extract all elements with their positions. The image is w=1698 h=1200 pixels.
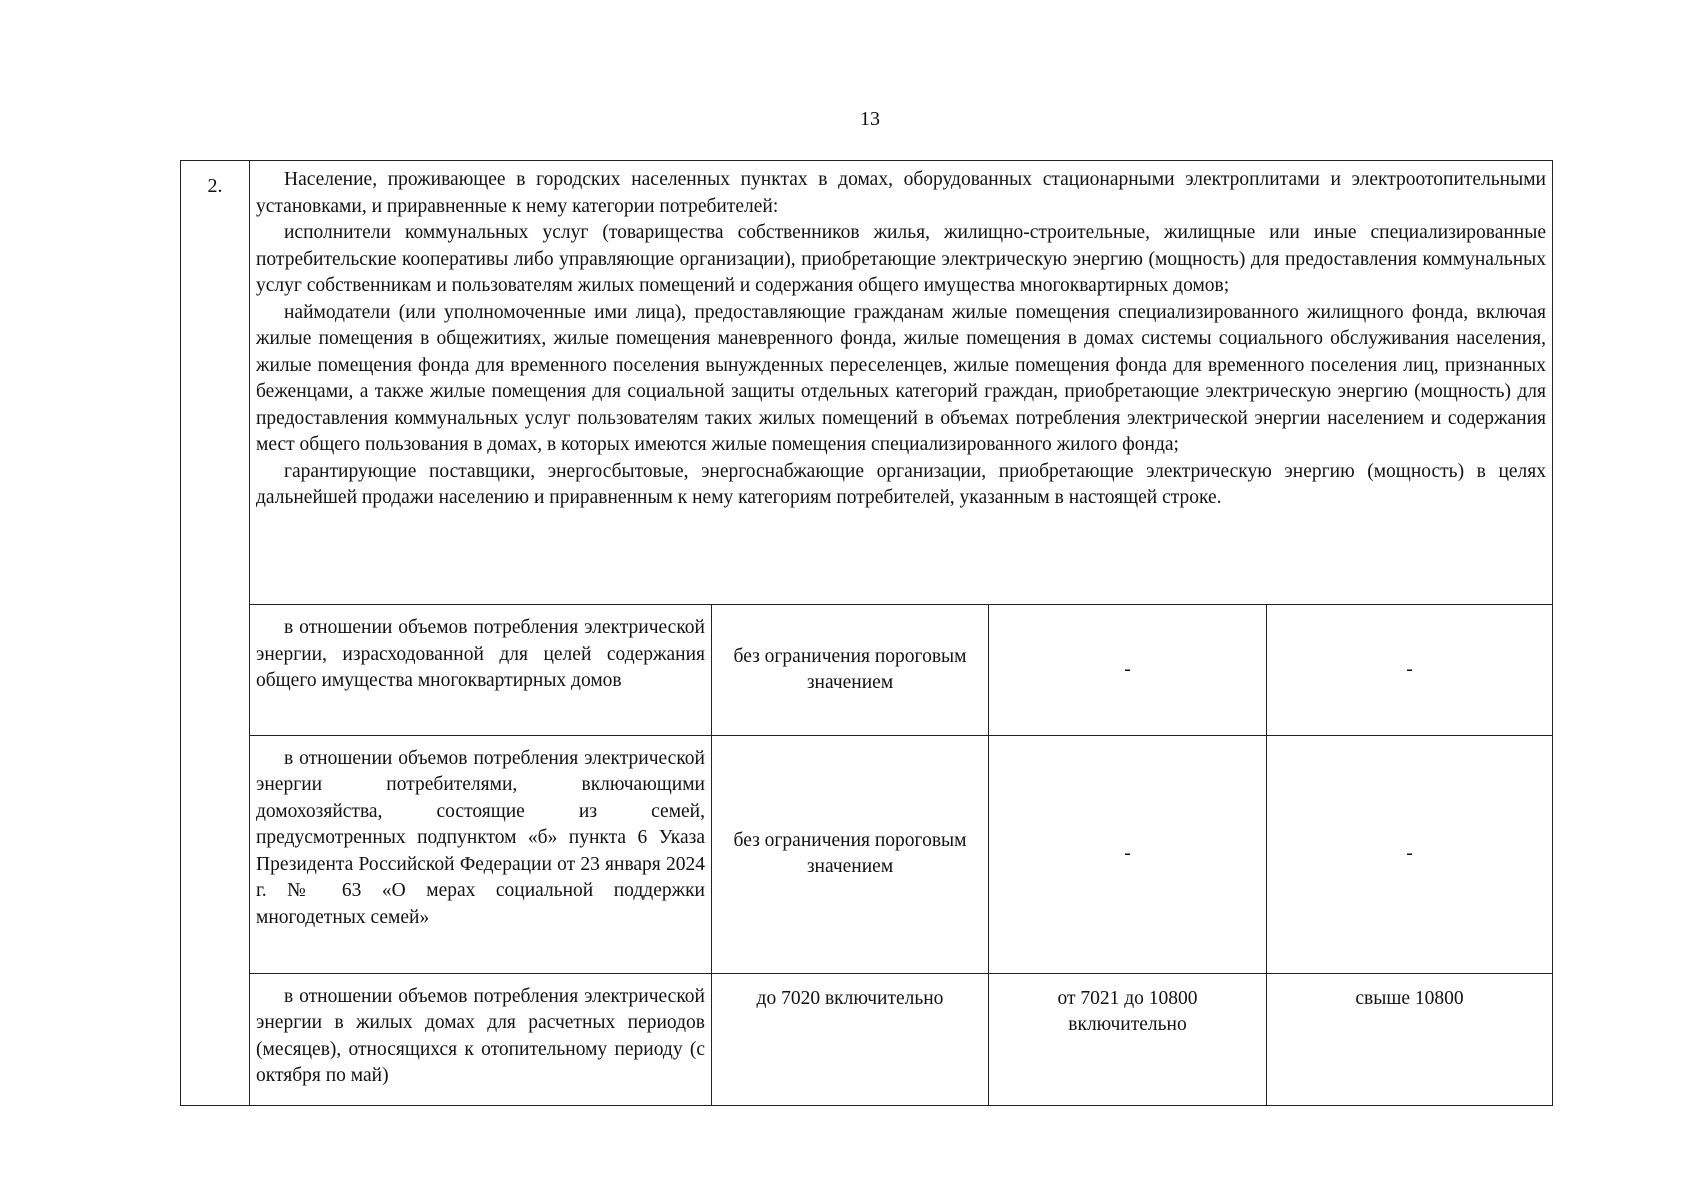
condition-cell — [250, 605, 712, 735]
condition-cell — [250, 973, 712, 1105]
threshold-cell-1: без ограничения пороговым значением — [712, 735, 989, 973]
table-row — [181, 605, 1553, 735]
threshold-cell-2: - — [989, 735, 1267, 973]
table-row — [181, 161, 1553, 605]
intro-paragraph: Население, проживающее в городских населенных пунктах в домах, оборудованных стационарными электроплитами и электроотопительными установками, и приравненные к нему категории потребителей: — [256, 169, 1546, 217]
intro-paragraph: исполнители коммунальных услуг (товарищества собственников жилья, жилищно-строительные, жилищные или иные специализированные потребительские кооперативы либо управляющие организации), приобретающие электрическую энергию (мощность) для предоставления коммунальных услуг собственникам и пользователям жилых помещений и содержания общего имущества многоквартирных домов; — [256, 222, 1546, 296]
intro-paragraph: гарантирующие поставщики, энергосбытовые, энергоснабжающие организации, приобретающие электрическую энергию (мощность) в целях дальнейшей продажи населению и приравненным к нему категориям потребителей, указанным в настоящей строке. — [256, 460, 1546, 508]
threshold-cell-3: свыше 10800 — [1267, 973, 1553, 1105]
threshold-cell-3: - — [1267, 735, 1553, 973]
intro-paragraph: наймодатели (или уполномоченные ими лица), предоставляющие гражданам жилые помещения специализированного жилищного фонда, включая жилые помещения в общежитиях, жилые помещения маневренного фонда, жилые помещения в домах системы социального обслуживания населения, жилые помещения фонда для временного поселения вынужденных переселенцев, жилые помещения фонда для временного поселения лиц, признанных беженцами, а также жилые помещения для социальной защиты отдельных категорий граждан, приобретающие электрическую энергию (мощность) для предоставления коммунальных услуг пользователям таких жилых помещений в объемах потребления электрической энергии населением и содержания мест общего пользования в домах, в которых имеются жилые помещения специализированного жилого фонда; — [256, 301, 1546, 455]
condition-text: в отношении объемов потребления электрической энергии, израсходованной для целей содержания общего имущества многоквартирных домов — [256, 617, 705, 692]
consumer-category-description — [250, 161, 1553, 605]
condition-text: в отношении объемов потребления электрической энергии потребителями, включающими домохозяйства, состоящие из семей, предусмотренных подпунктом «б» пункта 6 Указа Президента Российской Федерации от 23 января 2024 г. № 63 «О мерах социальной поддержки многодетных семей» — [256, 747, 705, 928]
table-row — [181, 735, 1553, 973]
condition-text: в отношении объемов потребления электрической энергии в жилых домах для расчетных периодов (месяцев), относящихся к отопительному периоду (с октября по май) — [256, 985, 705, 1087]
threshold-cell-1: без ограничения пороговым значением — [712, 605, 989, 735]
threshold-cell-2: от 7021 до 10800 включительно — [989, 973, 1267, 1105]
row-number-cell: 2. — [181, 161, 250, 1106]
page-number: 13 — [860, 108, 880, 130]
threshold-cell-2: - — [989, 605, 1267, 735]
threshold-cell-1: до 7020 включительно — [712, 973, 989, 1105]
tariff-table — [180, 160, 1553, 1106]
threshold-cell-3: - — [1267, 605, 1553, 735]
condition-cell — [250, 735, 712, 973]
table-row — [181, 973, 1553, 1105]
